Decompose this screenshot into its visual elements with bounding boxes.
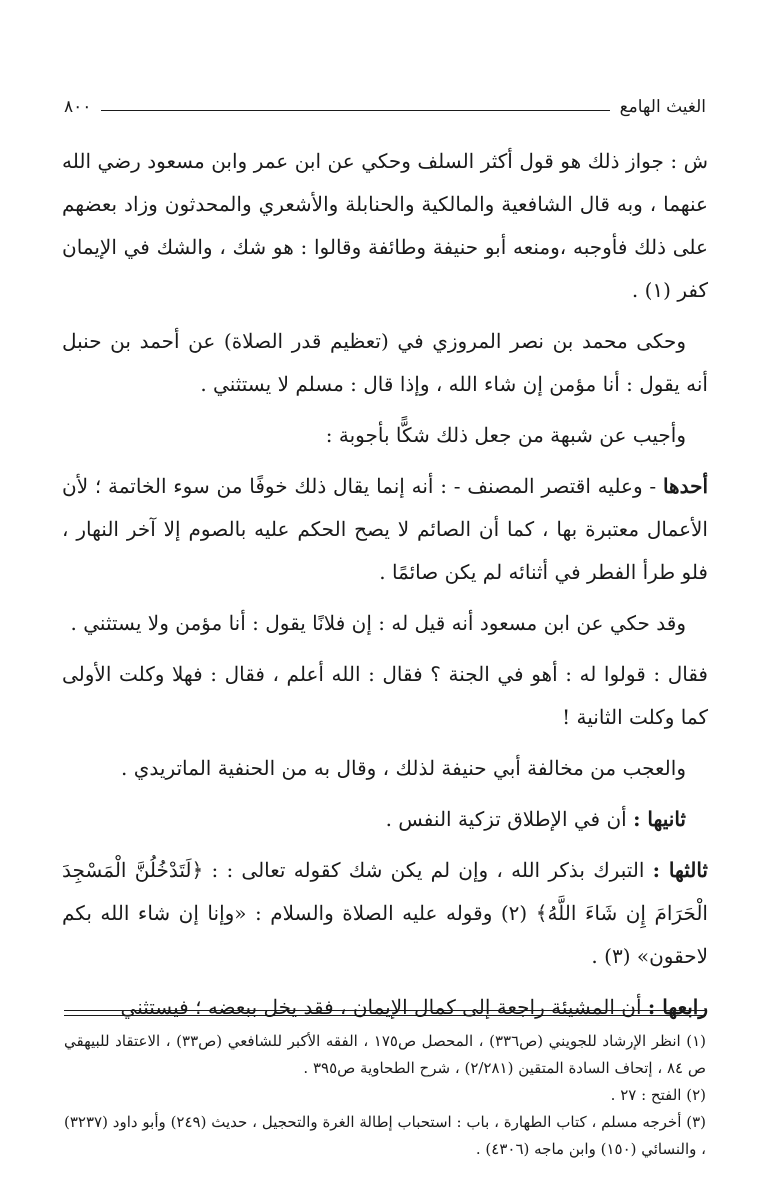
- page-number: ٨٠٠: [64, 97, 92, 117]
- footnote: (٣) أخرجه مسلم ، كتاب الطهارة ، باب : استحباب إطالة الغرة والتحجيل ، حديث (٢٤٩) وأبو داود (٣٢٣٧) ، والنسائي (١٥٠) وابن ماجه (٤٣٠٦) .: [64, 1113, 706, 1158]
- header-rule: [101, 110, 609, 111]
- answer-heading: أحدها: [662, 474, 708, 498]
- main-text: [62, 140, 708, 1037]
- paragraph: والعجب من مخالفة أبي حنيفة لذلك ، وقال به من الحنفية الماتريدي .: [121, 756, 686, 780]
- paragraph: وأجيب عن شبهة من جعل ذلك شكًّا بأجوبة :: [325, 423, 686, 447]
- running-header: [64, 92, 706, 122]
- answer-heading: ثالثها :: [652, 858, 708, 882]
- footnote: (١) انظر الإرشاد للجويني (ص٣٣٦) ، المحصل ص١٧٥ ، الفقه الأكبر للشافعي (ص٣٣) ، الاعتقاد للبيهقي ص ٨٤ ، إتحاف السادة المتقين (٢/٢٨١) ، شرح الطحاوية ص٣٩٥ .: [64, 1032, 707, 1077]
- footnote-ref: (١) .: [631, 278, 678, 302]
- answer-heading: ثانيها :: [633, 807, 686, 831]
- paragraph: وحكى محمد بن نصر المروزي في (تعظيم قدر الصلاة) عن أحمد بن حنبل أنه يقول : أنا مؤمن إن شاء الله ، وإذا قال : مسلم لا يستثني .: [62, 329, 708, 396]
- paragraph: رابعها : أن المشيئة راجعة إلى كمال الإيمان ، فقد يخل ببعضه ؛ فيستثني: [120, 995, 708, 1019]
- paragraph: فقال : قولوا له : أهو في الجنة ؟ فقال : الله أعلم ، فقال : فهلا وكلت الأولى كما وكلت الثانية !: [62, 662, 708, 729]
- paragraph: ش : جواز ذلك هو قول أكثر السلف وحكي عن ابن عمر وابن مسعود رضي الله عنهما ، وبه قال الشافعية والمالكية والحنابلة والأشعري والمحدثون وزاد بعضهم على ذلك فأوجبه ،ومنعه أبو حنيفة وطائفة وقالوا : هو شك ، والشك في الإيمان كفر (١) .: [62, 149, 708, 302]
- paragraph: وقد حكي عن ابن مسعود أنه قيل له : إن فلانًا يقول : أنا مؤمن ولا يستثني .: [70, 611, 686, 635]
- book-title: الغيث الهامع: [619, 97, 706, 117]
- paragraph: ثالثها : التبرك بذكر الله ، وإن لم يكن شك كقوله تعالى : : ﴿لَتَدْخُلُنَّ الْمَسْجِدَ الْحَرَامَ إِن شَاءَ اللَّهُ﴾ (٢) وقوله عليه الصلاة والسلام : «وإنا إن شاء الله بكم لاحقون» (٣) .: [62, 858, 708, 968]
- footnote: (٢) الفتح : ٢٧ .: [610, 1086, 706, 1104]
- paragraph: أحدها - وعليه اقتصر المصنف - : أنه إنما يقال ذلك خوفًا من سوء الخاتمة ؛ لأن الأعمال معتبرة بها ، كما أن الصائم لا يصح الحكم عليه بالصوم إلا آخر النهار ، فلو طرأ الفطر في أثنائه لم يكن صائمًا .: [62, 474, 708, 584]
- footnote-separator: [64, 1010, 706, 1011]
- answer-heading: رابعها :: [647, 995, 708, 1019]
- footnote-separator-thin: [64, 1015, 706, 1016]
- paragraph: ثانيها : أن في الإطلاق تزكية النفس .: [385, 807, 686, 831]
- footnotes: [64, 1028, 706, 1163]
